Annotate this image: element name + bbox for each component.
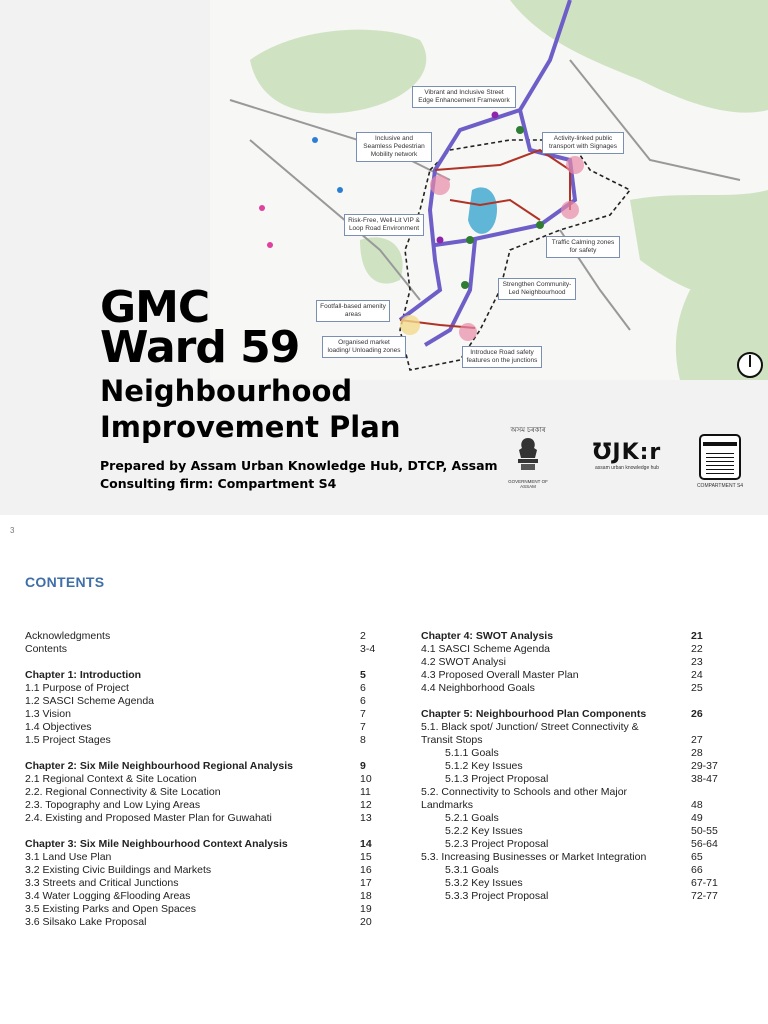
toc-entry-label: 5.1.3 Project Proposal <box>445 773 549 785</box>
toc-entry-page: 11 <box>360 786 371 798</box>
toc-entry-row[interactable] <box>421 682 706 695</box>
toc-entry-row[interactable] <box>421 747 706 760</box>
map-callout: Risk-Free, Well-Lit VIP & Loop Road Environment <box>344 214 424 236</box>
toc-entry-label: 4.2 SWOT Analysi <box>421 656 507 668</box>
map-callout: Organised market loading/ Unloading zones <box>322 336 406 358</box>
toc-entry-page: 29-37 <box>691 760 718 772</box>
toc-chapter-row[interactable] <box>25 760 380 773</box>
toc-entry-label: 5.3.3 Project Proposal <box>445 890 549 902</box>
toc-entry-label: Chapter 1: Introduction <box>25 669 142 681</box>
toc-entry-page: 49 <box>691 812 703 824</box>
toc-entry-label: Contents <box>25 643 68 655</box>
toc-entry-label: 3.3 Streets and Critical Junctions <box>25 877 179 889</box>
toc-entry-row[interactable] <box>25 734 380 747</box>
toc-entry-row[interactable] <box>421 773 718 786</box>
s4-logo-caption: COMPARTMENT S4 <box>696 483 744 489</box>
toc-entry-label: 2.2. Regional Connectivity & Site Location <box>25 786 221 798</box>
toc-entry-label: 5.3.2 Key Issues <box>445 877 523 889</box>
auk-logo-caption: assam urban knowledge hub <box>595 465 659 471</box>
map-callout: Strengthen Community-Led Neighbourhood <box>498 278 576 300</box>
toc-entry-label: Landmarks <box>421 799 473 811</box>
toc-entry-label: 3.4 Water Logging &Flooding Areas <box>25 890 191 902</box>
toc-entry-page: 26 <box>691 708 703 720</box>
prepared-by-text: Prepared by Assam Urban Knowledge Hub, DTCP, Assam <box>100 458 498 473</box>
map-callout: Vibrant and Inclusive Street Edge Enhancement Framework <box>412 86 516 108</box>
govt-logo-caption: GOVERNMENT OF ASSAM <box>508 479 548 489</box>
toc-entry-label: 5.3.1 Goals <box>445 864 499 876</box>
toc-entry-label: 5.1.2 Key Issues <box>445 760 523 772</box>
map-callout: Inclusive and Seamless Pedestrian Mobility network <box>356 132 432 162</box>
toc-entry-label: 1.1 Purpose of Project <box>25 682 129 694</box>
toc-entry-label: 2.4. Existing and Proposed Master Plan for Guwahati <box>25 812 272 824</box>
toc-entry-page: 6 <box>360 695 366 707</box>
contents-heading: CONTENTS <box>25 574 105 590</box>
toc-entry-page: 20 <box>360 916 372 928</box>
toc-entry-row[interactable] <box>421 890 718 903</box>
map-callout: Introduce Road safety features on the junctions <box>462 346 542 368</box>
toc-entry-page: 3-4 <box>360 643 376 655</box>
toc-entry-row[interactable] <box>25 682 380 695</box>
toc-entry-page: 66 <box>691 864 703 876</box>
assam-urban-knowledge-hub-logo <box>590 440 664 471</box>
toc-entry-page: 50-55 <box>691 825 718 837</box>
toc-entry-row[interactable] <box>421 812 706 825</box>
toc-entry-row[interactable] <box>25 773 380 786</box>
cover-title-line2: Ward 59 <box>100 322 300 373</box>
toc-entry-label: 5.2.2 Key Issues <box>445 825 523 837</box>
toc-entry-row[interactable] <box>421 825 718 838</box>
toc-entry-page: 12 <box>360 799 372 811</box>
toc-entry-row[interactable] <box>421 760 718 773</box>
toc-entry-page: 21 <box>691 630 703 642</box>
toc-entry-label: 5.1. Black spot/ Junction/ Street Connectivity & <box>421 721 639 733</box>
page-number: 3 <box>10 526 15 535</box>
toc-entry-label: Chapter 4: SWOT Analysis <box>421 630 554 642</box>
toc-entry-row[interactable] <box>421 656 706 669</box>
toc-entry-label: 3.6 Silsako Lake Proposal <box>25 916 147 928</box>
toc-entry-row[interactable] <box>25 903 380 916</box>
government-of-assam-logo <box>506 424 550 489</box>
toc-entry-page: 65 <box>691 851 703 863</box>
cover-subtitle-line2: Improvement Plan <box>100 410 401 444</box>
toc-entry-row[interactable] <box>25 812 380 825</box>
toc-entry-label: Acknowledgments <box>25 630 111 642</box>
toc-entry-label: 2.1 Regional Context & Site Location <box>25 773 197 785</box>
map-callout: Footfall-based amenity areas <box>316 300 390 322</box>
toc-entry-page: 18 <box>360 890 372 902</box>
toc-entry-page: 24 <box>691 669 703 681</box>
toc-entry-page: 38-47 <box>691 773 718 785</box>
toc-entry-row[interactable] <box>25 851 380 864</box>
toc-entry-row[interactable] <box>25 721 380 734</box>
toc-entry-label: 4.4 Neighborhood Goals <box>421 682 535 694</box>
toc-entry-page: 48 <box>691 799 703 811</box>
toc-entry-row[interactable] <box>421 838 718 851</box>
toc-entry-label: Chapter 2: Six Mile Neighbourhood Regional Analysis <box>25 760 293 772</box>
toc-entry-label: 5.2.3 Project Proposal <box>445 838 549 850</box>
toc-entry-label: 3.1 Land Use Plan <box>25 851 112 863</box>
toc-entry-label: 5.3. Increasing Businesses or Market Integration <box>421 851 647 863</box>
toc-entry-label: 3.5 Existing Parks and Open Spaces <box>25 903 197 915</box>
toc-entry-page: 28 <box>691 747 703 759</box>
toc-entry-label: 2.3. Topography and Low Lying Areas <box>25 799 201 811</box>
auk-logo-mark: ƱJK:r <box>592 440 662 465</box>
toc-entry-page: 67-71 <box>691 877 718 889</box>
cover-title-line1: GMC <box>100 282 210 333</box>
toc-entry-page: 17 <box>360 877 372 889</box>
toc-entry-label: 4.1 SASCI Scheme Agenda <box>421 643 550 655</box>
toc-entry-page: 15 <box>360 851 372 863</box>
toc-entry-row[interactable] <box>25 890 380 903</box>
toc-entry-row[interactable] <box>421 669 706 682</box>
toc-entry-page: 22 <box>691 643 703 655</box>
toc-entry-row[interactable] <box>25 916 380 929</box>
toc-entry-page: 72-77 <box>691 890 718 902</box>
compartment-s4-icon <box>699 434 741 480</box>
toc-entry-page: 8 <box>360 734 366 746</box>
govt-logo-script: অসম চৰকাৰ <box>510 427 546 434</box>
toc-entry-row[interactable] <box>25 786 380 799</box>
toc-entry-row[interactable] <box>25 695 380 708</box>
toc-entry-label: Chapter 5: Neighbourhood Plan Components <box>421 708 647 720</box>
emblem-icon <box>513 436 543 472</box>
toc-entry-label: 5.1.1 Goals <box>445 747 499 759</box>
toc-entry-row[interactable] <box>421 734 706 747</box>
toc-entry-page: 7 <box>360 721 366 733</box>
toc-entry-row[interactable] <box>25 630 380 643</box>
toc-entry-label: 5.2. Connectivity to Schools and other Major <box>421 786 628 798</box>
map-callout: Activity-linked public transport with Signages <box>542 132 624 154</box>
consulting-firm-text: Consulting firm: Compartment S4 <box>100 476 337 491</box>
toc-entry-label: 3.2 Existing Civic Buildings and Markets <box>25 864 212 876</box>
toc-entry-row[interactable] <box>25 799 380 812</box>
toc-entry-page: 14 <box>360 838 372 850</box>
compartment-s4-logo <box>694 434 746 489</box>
toc-entry-page: 10 <box>360 773 372 785</box>
toc-entry-row[interactable] <box>421 864 706 877</box>
toc-entry-label: 1.5 Project Stages <box>25 734 111 746</box>
toc-entry-label: 1.2 SASCI Scheme Agenda <box>25 695 154 707</box>
toc-entry-page: 25 <box>691 682 703 694</box>
toc-chapter-row[interactable] <box>421 708 706 721</box>
north-arrow-icon <box>737 352 763 378</box>
toc-entry-page: 6 <box>360 682 366 694</box>
toc-entry-label: 1.4 Objectives <box>25 721 92 733</box>
toc-chapter-row[interactable] <box>421 630 706 643</box>
toc-entry-page: 2 <box>360 630 366 642</box>
toc-entry-row[interactable] <box>421 786 706 799</box>
map-callout: Traffic Calming zones for safety <box>546 236 620 258</box>
toc-entry-label: 4.3 Proposed Overall Master Plan <box>421 669 579 681</box>
toc-entry-page: 23 <box>691 656 703 668</box>
toc-entry-row[interactable] <box>25 708 380 721</box>
toc-entry-page: 9 <box>360 760 366 772</box>
toc-entry-label: 1.3 Vision <box>25 708 71 720</box>
toc-entry-page: 7 <box>360 708 366 720</box>
toc-entry-row[interactable] <box>421 721 706 734</box>
toc-entry-row[interactable] <box>421 799 706 812</box>
toc-entry-page: 56-64 <box>691 838 718 850</box>
toc-entry-row[interactable] <box>25 643 380 656</box>
toc-entry-page: 27 <box>691 734 703 746</box>
toc-entry-page: 5 <box>360 669 366 681</box>
toc-entry-label: Transit Stops <box>421 734 483 746</box>
toc-entry-label: Chapter 3: Six Mile Neighbourhood Context Analysis <box>25 838 288 850</box>
toc-entry-row[interactable] <box>421 877 718 890</box>
toc-entry-row[interactable] <box>421 851 706 864</box>
toc-chapter-row[interactable] <box>25 669 380 682</box>
toc-entry-page: 16 <box>360 864 372 876</box>
toc-entry-row[interactable] <box>25 877 380 890</box>
toc-entry-row[interactable] <box>421 643 706 656</box>
toc-entry-page: 13 <box>360 812 372 824</box>
cover-subtitle-line1: Neighbourhood <box>100 374 353 408</box>
toc-entry-page: 19 <box>360 903 372 915</box>
toc-chapter-row[interactable] <box>25 838 380 851</box>
toc-entry-row[interactable] <box>25 864 380 877</box>
toc-entry-label: 5.2.1 Goals <box>445 812 499 824</box>
